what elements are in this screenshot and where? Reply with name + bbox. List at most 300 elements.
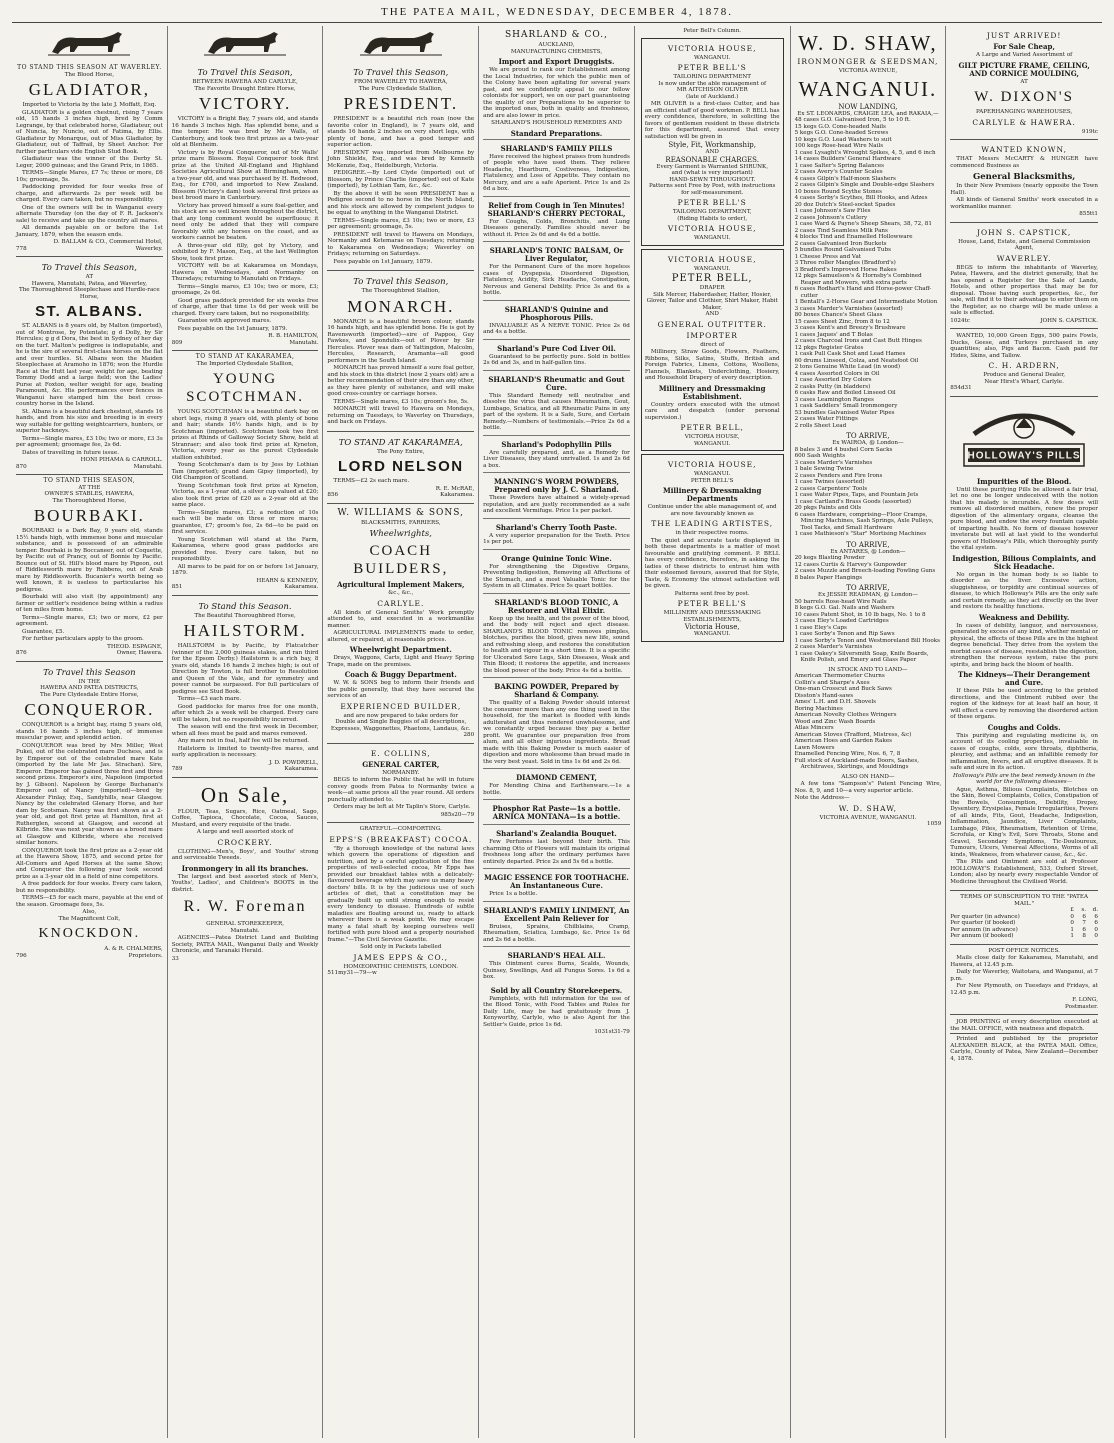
list-item: 2 cases Avery's Counter Scales bbox=[794, 169, 883, 175]
ad-footer bbox=[950, 318, 1098, 325]
ad-number: 1031st31-79 bbox=[594, 1029, 630, 1035]
horse-engraving-icon bbox=[356, 30, 446, 58]
ad-place: Waverley. bbox=[135, 245, 163, 252]
table-cell-label: Per quarter (in advance) bbox=[950, 913, 1020, 920]
lord-nelson-ad bbox=[327, 432, 474, 504]
list-item: 12 pkgs Register Grates bbox=[794, 344, 864, 351]
disease-list: Ague, Asthma, Bilious Complaints, Blotches on the Skin, Bowel Complaints, Colics, Constipation of the Bowels, Consumption, Debility, Dropsy, Dysentery, Erysipelas, Female Irregularities, Fevers of all kinds, Fits, Gout, Headache, Indigestion, Inflammation, Jaundice, Liver Complaints, Lumbago, Piles, Rheumatism, Retention of Urine, Scrofula, or King's Evil, Sore Throats, Stone and Gravel, Secondary Symptoms, Tic-Douloureux, Tumours, Ulcers, Venereal Affections, Worms of all kinds, Weakness, from whatever cause, &c., &c. bbox=[950, 786, 1098, 858]
ad-body: PRESIDENT is a beautiful rich roan (now the favorite color in England), is 7 years old, and stands 16 hands 2 inches on very short legs, with plenty of bone, and has a good temper and superior action. bbox=[327, 116, 475, 148]
list-item: 4 cases Sorby's Scythes, Bill Hooks, and Adzes bbox=[794, 195, 928, 201]
table-header: £ bbox=[1070, 907, 1074, 913]
list-item: 2 cases Carpenters' Tools bbox=[794, 485, 868, 492]
ad-body: Guarantee, £5. bbox=[22, 628, 65, 635]
ad-body: Gladiateur was the winner of the Derby St. Leger, 2000 guineas; and the Grand Prix, in 1865. bbox=[16, 156, 163, 169]
ad-body: A large and well assorted stock of bbox=[196, 829, 294, 835]
list-item: 14 cases Builders' General Hardware bbox=[794, 156, 901, 162]
list-item: 1 case Twines (assorted) bbox=[794, 479, 865, 485]
list-item bbox=[483, 196, 630, 242]
table-cell-amount: 1 bbox=[1070, 933, 1074, 939]
ad-subtitle: To Travel this Season bbox=[43, 667, 136, 678]
ad-body: The largest and best assorted stock of Men's, Youths', Ladies', and Children's BOOTS in the district. bbox=[171, 873, 319, 893]
ad-body: MONARCH has proved himself a sure foal getter, and his stock in this district (now 2 years old) are a better recommendation of their sire than any other, as they have plenty of substance, and will make good cross-country or carriage horses. bbox=[327, 365, 475, 397]
ad-number: 778 bbox=[16, 245, 27, 252]
owner-name: PETER BELL'S bbox=[677, 599, 747, 608]
ad-place: Near Hirst's Wharf, Carlyle. bbox=[984, 378, 1064, 385]
ad-number: 876 bbox=[16, 650, 27, 656]
section-heading: Coughs and Colds. bbox=[987, 722, 1061, 732]
owner-name: PETER BELL, bbox=[671, 273, 753, 284]
shipment-source: Ex JESSIE READMAN, @ London— bbox=[817, 592, 918, 598]
goods-list bbox=[795, 447, 942, 538]
list-item: 3 Three roller Mangles (Bradford's) bbox=[794, 260, 896, 266]
masthead: THE PATEA MAIL, WEDNESDAY, DECEMBER 4, 1878. bbox=[380, 6, 734, 18]
ad-body: PRESIDENT will travel to Hawera on Mondays, Normanby and Ketemarae on Tuesdays; returning to Kakaramea on Wednesdays; Waverley on Fridays; returning on Saturdays. bbox=[327, 231, 475, 257]
owner-role: DRAPER bbox=[699, 285, 725, 291]
ad-body: MR OLIVER is a first-class Cutter, and has an efficient staff of good workmen. P. BELL has every confidence, therefore, in soliciting the favors of gentlemen resident in these districts for this department, assured that every satisfaction will be given in bbox=[644, 101, 780, 140]
ad-at: AT bbox=[85, 274, 94, 280]
ad-body: Patterns sent free by post. bbox=[674, 590, 750, 597]
list-item: 12 pkgs Samuelson's & Hornsby's Combined Reaper and Mowers, with extra parts bbox=[794, 273, 922, 286]
holloway-ad bbox=[950, 397, 1098, 892]
ad-body: A free paddock for four weeks. Every care taken, but no responsibility. bbox=[16, 881, 163, 894]
ad-place: WAVERLEY. bbox=[996, 253, 1052, 263]
millinery-box bbox=[641, 454, 784, 642]
product-heading: SHARLAND'S FAMILY PILLS bbox=[500, 143, 613, 153]
list-item: 6 cases Hardware, comprising—Floor Cramps, Mincing Machines, Sash Springs, Axle Pulleys, Tool Tacks, and Small Hardware bbox=[794, 511, 934, 531]
ad-description: The Pony Entire, bbox=[377, 448, 425, 455]
ad-place: Proprietors. bbox=[128, 952, 163, 959]
product-heading: Relief from Cough in Ten Minutes! SHARLAND'S CHERRY PECTORAL, bbox=[487, 200, 626, 218]
list-item: 1 case Lysaght's Wrought Spikes, 4, 5, and 6 inch bbox=[794, 149, 936, 156]
ad-number: 854d31 bbox=[950, 385, 972, 391]
table-cell-amount: 6 bbox=[1082, 926, 1086, 933]
ad-body: Is now under the able management of bbox=[658, 80, 767, 87]
ad-body: BEGS to inform the inhabitants of Waverley, Patea, Hawera, and the district generally, that he has opened a Register for the Sale of Lands, Hotels, and other properties that may be for disposal. Those having such properties, &c., for sale, will find it to their advantage to enter them on the Register, as no charge will be made unless a sale is effected. bbox=[950, 264, 1098, 316]
ad-highlight: THE LEADING ARTISTES, bbox=[651, 519, 774, 528]
ad-place: NORMANBY. bbox=[382, 769, 420, 776]
list-item: 10 kegs G.O. Lead Washers to suit bbox=[794, 136, 892, 143]
owner-name: PETER BELL'S bbox=[677, 198, 747, 207]
ad-description: The Pure Clydesdale Entire Horse, bbox=[40, 691, 139, 698]
list-item bbox=[483, 518, 630, 549]
list-item: 10 cases Patent Shot, in 10 lb bags, No. 1 to 8 bbox=[794, 611, 926, 618]
list-item: 2 cases Gilpin's Single and Double-edge Slashers bbox=[794, 182, 935, 188]
sold-heading: Sold by all Country Storekeepers. bbox=[490, 985, 623, 995]
ad-terms: Terms—£3 each mare. bbox=[177, 696, 242, 702]
capstick-ad bbox=[950, 223, 1098, 330]
goods-list bbox=[795, 673, 942, 771]
list-item: 2 cases Charcoal Irons and Cast Butt Hinges bbox=[794, 338, 922, 344]
coach-department-heading: Coach & Buggy Department. bbox=[344, 670, 457, 679]
list-item: 20 doz Dutch's Steel-socket Spades bbox=[794, 201, 896, 208]
horse-name: CONQUEROR. bbox=[24, 700, 155, 719]
ad-body: PEDIGREE.—By Lord Clyde (imported) out of Blossom, by Prince Charlie (imported) out of Kate (imported), by Lothian Tam, &c., &c. bbox=[327, 170, 475, 189]
firm-name: C. H. ARDERN, bbox=[988, 361, 1060, 370]
product-description: These Powders have attained a widely-spread reputation, and are justly recommended as a safe and excellent Vermifuge. Price 1s per packet. bbox=[483, 495, 630, 514]
list-item: 80 boxes Chance's Sheet Glass bbox=[794, 312, 883, 318]
product-description: Have received the highest praises from hundreds of people who have used them. They relieve Headache, Heartburn, Costiveness, Indigestion, Flatulency, and Loss of Appetite. They contain no Mercury, and are a safe Aperient. Price 1s and 2s 6d a box. bbox=[483, 153, 630, 192]
ad-body: Hailstorm is limited to twenty-five mares, and early application is necessary. bbox=[171, 745, 319, 758]
ad-body: Mails close daily for Kakaramea, Manutahi, and Hawera, at 12.45 p.m. bbox=[950, 955, 1098, 968]
ad-body: (Riding Habits to order), bbox=[677, 215, 748, 222]
product-heading: DIAMOND CEMENT, bbox=[516, 773, 597, 782]
ad-body: MONARCH will travel to Hawera on Mondays, returning on Tuesdays, to Waverley on Thursdays, and back on Fridays. bbox=[327, 406, 475, 425]
product-heading: BAKING POWDER, Prepared by Sharland & Company. bbox=[494, 682, 619, 699]
ad-body: Patterns sent Free by Post, with instructions for self-measurement. bbox=[648, 183, 776, 196]
ad-terms: Terms—Single mares, £3 10s; two or more, £3 3s per agreement; groomage fee, 2s 6d. bbox=[16, 435, 163, 448]
newspaper-page bbox=[12, 26, 1102, 1438]
table-cell-amount: 0 bbox=[1094, 933, 1098, 939]
list-item: 4 blocks Tind and Enamelled Hollowware bbox=[794, 234, 913, 240]
firm-name: E. COLLINS, bbox=[370, 748, 431, 758]
ad-signature-role: Postmaster. bbox=[1065, 1003, 1098, 1010]
ad-body: No organ in the human body is so liable to disorder as the liver. Excessive action, sluggishness, or torpidity are continual sources of disease, to which Holloway's Pills are the only safe and certain remedy, as they act directly on the liver and restore its healthy functions. bbox=[950, 571, 1098, 610]
horse-engraving-icon bbox=[200, 30, 290, 58]
ad-place: Kakaramea. bbox=[440, 492, 475, 498]
ad-subtitle: To Travel this Season, bbox=[353, 277, 449, 287]
ad-body: BOURBAKI is a Dark Bay, 9 years old, stands 15½ hands high, with immense bone and muscular substance, and is possessed of an admirable temper. Bourbaki is by Boccaneer, out of Coquette, by Pacific out of Prancy, out of Bonnie by Pacific. Bounce out of St. Hill's blood mare by Pigeon, out of Riddlesworth mare by Rubbens, out of Arab mare by Riddlesworth. Bucanier's worth being so well known, it is useless to particularise his pedigree. bbox=[16, 528, 163, 593]
ad-body: Expresses, Waggonettes, Phaetons, Landaus, &c. bbox=[330, 725, 471, 732]
ad-footer bbox=[172, 584, 319, 591]
ad-description: The Thoroughbred Horse, bbox=[52, 497, 127, 504]
list-item bbox=[483, 799, 630, 824]
ad-body: FLOUR, Teas, Sugars, Rice, Oatmeal, Sago, Coffee, Tapioca, Chocolate, Cocoa, Sauces, Mustard, and every requisite of the trade. bbox=[171, 808, 319, 828]
williams-ad bbox=[327, 504, 474, 744]
ad-description: The Pure Clydesdale Stallion, bbox=[358, 85, 443, 92]
list-item: 4 cases Assorted Colors in Oil bbox=[794, 370, 880, 377]
ad-body: Double and Single Buggies of all descriptions, bbox=[335, 719, 467, 725]
ad-body: GLADIATOR is a golden chestnut, rising 7 years old, 15 hands 3 inches high, bred by Comm Legrange, by that celebrated horse, Gladiateur, out of Nuncia, by Nuncio, out of Fatima, by Ellis. Gladiateur by Monarque, out of Miss Gladiator, by Gladiateur, out of Taffrail, by Sheet Anchor. For further particulars vide English Stud Book. bbox=[16, 109, 163, 155]
ad-body: Country orders executed with the utmost care and despatch (under personal supervision.) bbox=[644, 401, 780, 421]
product-heading: Sharland's Cherry Tooth Paste. bbox=[495, 522, 618, 532]
ad-body: AGRICULTURAL IMPLEMENTS made to order, altered, or repaired, at reasonable prices. bbox=[327, 630, 475, 643]
ad-body: All kinds of General Smiths' work executed in a workmanlike manner. bbox=[950, 197, 1098, 210]
list-item: 8 bales Paper Hangings bbox=[794, 574, 862, 581]
list-item: 3 cases Eley's Loaded Cartridges bbox=[794, 618, 889, 624]
ad-signature: HONI PIHAMA & CARROLL. bbox=[80, 457, 163, 463]
ad-place: WANGANUI. bbox=[693, 471, 731, 477]
house-name: VICTORIA HOUSE, bbox=[667, 43, 757, 53]
list-item bbox=[483, 593, 630, 678]
ad-highlight: GENERAL OUTFITTER. bbox=[657, 319, 767, 329]
ad-number: 856 bbox=[327, 492, 339, 498]
ad-signature: THEOD. ESPAGNE, bbox=[107, 643, 163, 650]
product-heading: MAGIC ESSENCE FOR TOOTHACHE. An Instantaneous Cure. bbox=[484, 873, 629, 890]
house-name: VICTORIA HOUSE, bbox=[667, 224, 757, 233]
list-item: Enamelled Fencing Wire, Nos. 6, 7, 8 bbox=[794, 751, 901, 757]
ad-body: Pamphlets, with full information for the use of the Blood Tonic, with Food Tables and Rules for Daily Life, may be had gratuitously from J. Kenyworthy, Carlyle, who is also Agent for the Settler's Guide, price 1s 6d. bbox=[483, 995, 630, 1028]
owner-name: PETER BELL'S bbox=[690, 477, 734, 484]
ad-body: Millinery, Straw Goods, Flowers, Feathers, Ribbons, Silks, Satins, Stuffs, British and Foreign Fabrics, Linens, Cottons, Woollens, Flannels, Blankets, Underclothing, Hosiery, and Household Drapery of every description. bbox=[644, 349, 780, 381]
sharland-ad bbox=[483, 26, 630, 1040]
ad-body: Victory is by Royal Conqueror, out of Mr Walls' prize mare Blossom. Royal Conqueror took first prize at the United All-England and Highland Societies Agricultural Show at Birmingham, when a two-year old, and was purchased by H. Redwood, Esq., for £700, and imported to New Zealand. Blossom (Victory's dam) took several first prizes as best brood mare in Canterbury. bbox=[171, 149, 319, 201]
list-item bbox=[483, 370, 630, 435]
ad-footer bbox=[172, 340, 319, 347]
terms-rows bbox=[950, 914, 1098, 940]
ad-description: The Beautiful Thoroughbred Horse, bbox=[194, 612, 296, 619]
ad-body: AGENCIES—Patea District Land and Building Society, PATEA MAIL, Wanganui Daily and Weekly Chronicle, and Taranaki Herald. bbox=[171, 935, 319, 954]
firm-trade: MANUFACTURING CHEMISTS, bbox=[510, 48, 603, 55]
ad-body: By the above it will be seen PRESIDENT has a Pedigree second to no horse in the North Island, and his stock are allowed by competent judges to be equal to anything in the Wanganui District. bbox=[327, 190, 475, 216]
list-item bbox=[483, 435, 630, 473]
list-item: 1 case Johnson's Saw Files bbox=[794, 208, 871, 214]
list-item: American Novelty Clothes Wringers bbox=[794, 712, 897, 718]
ad-body: "By a thorough knowledge of the natural laws which govern the operations of digestion and nutrition, and by a careful application of the fine properties of well-selected cocoa, Mr Epps has provided our breakfast tables with a delicately-flavoured beverage which may save us many heavy doctors' bills. It is by the judicious use of such articles of diet, that a constitution may be gradually built up until strong enough to resist every tendency to disease. Hundreds of subtle maladies are floating around us, ready to attack wherever there is a weak point. We may escape many a fatal shaft by keeping ourselves well fortified with pure blood and a properly nourished frame."—The Civil Service Gazette. bbox=[327, 845, 475, 943]
product-heading: SHARLAND'S TONIC BALSAM, Or Liver Regulator, bbox=[489, 246, 624, 263]
horse-engraving-icon bbox=[44, 30, 134, 58]
section-heading: The Kidneys—Their Derangement and Cure. bbox=[957, 670, 1091, 687]
firm-trade: PAPERHANGING WAREHOUSES, bbox=[975, 109, 1073, 115]
product-list bbox=[483, 139, 630, 984]
draper-box bbox=[641, 249, 784, 452]
list-item: 3 cases Kent's and Breezy's Brushware bbox=[794, 325, 906, 331]
ad-highlight: IMPORTER bbox=[686, 330, 738, 340]
list-item: Collin's and Sharpe's Axes bbox=[794, 679, 870, 686]
product-description: For Mending China and Earthenware.—1s a bottle. bbox=[483, 783, 630, 796]
table-cell-amount: 0 bbox=[1070, 913, 1074, 920]
list-item: 3 Bradford's Improved Horse Rakes bbox=[794, 266, 897, 273]
list-item: 1 case Salter's Spring Balances bbox=[794, 162, 885, 169]
ad-number: 855tt1 bbox=[1079, 211, 1098, 217]
ad-subtitle: Standard Preparations. bbox=[510, 128, 603, 138]
ad-at: AT bbox=[1020, 78, 1028, 85]
ad-subtitle: To Travel this Season, bbox=[353, 68, 449, 78]
list-item: 3 cases Leamington Ranges bbox=[794, 396, 874, 403]
gladiator-ad bbox=[16, 62, 163, 257]
product-description: The quality of a Baking Powder should interest the consumer more than any one thing used in the household, for the market is flooded with kinds adulterated and thus rendered unwholesome, and we constantly urged because they pay a better profit. We guarantee our preparation free from alum, and all other injurious ingredients. Bread made with this Baking Powder is much easier of digestion and more wholesome than bread made in the very best yeast. Sold in tins 1s 6d and 2s 6d. bbox=[483, 700, 630, 765]
ad-body: A few tons "Sampson's" Patent Fencing Wire, Nos. 8, 9, and 10—a very superior article. bbox=[794, 781, 942, 794]
ad-description: The Imported Clydesdale Stallion, bbox=[196, 360, 294, 367]
ad-place: Manutahi. bbox=[133, 463, 163, 470]
ad-body: Young Scotchman will stand at the Farm, Kakaramea, where good grass paddocks are provided free. Every care taken, but no responsibility. bbox=[171, 536, 319, 562]
list-item: 50 barrels Rose-head Wire Nails bbox=[794, 598, 887, 605]
ad-body: All mares to be paid for on or before 1st January, 1879. bbox=[171, 563, 319, 576]
list-item: 53 bundles Galvanised Water Pipes bbox=[794, 409, 895, 416]
ad-description: The Favorite Draught Entire Horse, bbox=[194, 85, 296, 92]
horse-name: PRESIDENT. bbox=[343, 94, 459, 113]
house-name: VICTORIA HOUSE, bbox=[667, 254, 757, 264]
ad-footer bbox=[327, 492, 474, 499]
table-header: d. bbox=[1092, 907, 1098, 913]
ad-body: W. W. & SONS beg to inform their friends and the public generally, that they have secured the services of an bbox=[327, 680, 475, 699]
storekeeper-name: R. W. Foreman bbox=[183, 898, 307, 915]
ad-signature: F. LONG, bbox=[1072, 997, 1098, 1003]
firm-name: W. D. SHAW, bbox=[838, 803, 898, 813]
ad-terms: Terms—Single mares, £3 10s; two or more, £3; groomage, 2s 6d. bbox=[171, 283, 319, 296]
ad-number: 985s20—79 bbox=[440, 811, 475, 818]
young-scotchman-ad bbox=[172, 351, 319, 596]
ad-footer bbox=[16, 650, 163, 657]
product-description: For Coughs, Colds, Bronchitis, and Lung Diseases generally. Families should never be without it. Price 2s 6d and 4s 6d a bottle. bbox=[483, 218, 630, 238]
ad-number: 851 bbox=[171, 584, 183, 590]
ad-footer bbox=[16, 464, 163, 471]
product-description: Are carefully prepared, and, as a Remedy for Liver Diseases, they stand unrivalled. 1s and 2s 6d a box. bbox=[483, 449, 630, 469]
ad-place: Manutahi. bbox=[230, 927, 260, 934]
owner-name: PETER BELL, bbox=[680, 423, 744, 432]
ad-body: Dates of travelling in future issue. bbox=[22, 449, 119, 456]
firm-trade: House, Land, Estate, and General Commission Agent, bbox=[958, 238, 1091, 251]
shipment-source: Ex ANTARES, @ London— bbox=[830, 548, 906, 555]
list-item: 1 case Cartland's Brass Goods (assorted) bbox=[794, 498, 912, 505]
ad-body: If these Pills be used according to the printed directions, and the Ointment rubbed over the region of the kidneys for at least half an hour, it will effect a cure by removing the disordered action of these organs. bbox=[950, 688, 1098, 720]
product-description: Few Perfumes last beyond their birth. This charming Otto of Flowers will maintain its original freshness long after the ordinary perfumes have entirely departed. Price 2s and 5s 6d a bottle. bbox=[483, 839, 630, 865]
ad-body: Guarantee with approved mares. bbox=[177, 318, 272, 324]
ad-number: 1059 bbox=[927, 821, 942, 827]
ad-subtitle: ALSO ON HAND— bbox=[841, 773, 895, 780]
ad-at: AT THE bbox=[78, 484, 101, 491]
firm-name: W. WILLIAMS & SONS, bbox=[337, 507, 464, 518]
table-cell-amount: 8 bbox=[1082, 933, 1086, 939]
ad-body: For New Plymouth, on Tuesdays and Fridays, at 12.45 p.m. bbox=[950, 983, 1098, 996]
holloway-banner: HOLLOWAY'S PILLS bbox=[967, 450, 1081, 461]
ad-and: AND bbox=[705, 311, 719, 317]
firm-trade: IRONMONGER & SEEDSMAN, bbox=[797, 57, 939, 66]
ad-subtitle: For Sale Cheap, bbox=[993, 42, 1055, 51]
department: MILLINERY AND DRESSMAKING ESTABLISHMENTS, bbox=[663, 610, 761, 623]
tailoring-box bbox=[641, 38, 784, 246]
ad-signature: HEARN & KENNEDY, bbox=[256, 577, 319, 584]
ad-subtitle: IN STOCK AND TO LAND— bbox=[828, 666, 908, 673]
ad-body: In their New Premises (nearly opposite the Town Hall). bbox=[950, 183, 1098, 196]
ad-terms: TERMS—£2 2s each mare. bbox=[333, 478, 410, 484]
list-item: 1 case Sorby's Tenon and Westmoreland Bill Hooks bbox=[794, 637, 940, 644]
terms-title: TERMS OF SUBSCRIPTION TO THE "PATEA MAIL." bbox=[960, 894, 1088, 907]
product-description: For strengthening the Digestive Organs, Preventing Indigestion, Removing all Affections of the Stomach, and a most Valuable Tonic for the System in all Climates. Price 5s quart bottles. bbox=[483, 563, 630, 589]
ad-body: A three-year old filly, got by Victory, and exhibited by F. Mason, Esq., at the last Wellington Show, took first prize. bbox=[171, 242, 319, 262]
column-title: Peter Bell's Column. bbox=[683, 28, 742, 34]
monarch-ad bbox=[327, 271, 474, 432]
column-3 bbox=[323, 26, 479, 1438]
firm-name: JOHN S. CAPSTICK, bbox=[976, 227, 1072, 237]
list-item bbox=[483, 300, 630, 339]
wheelwright-heading: Wheelwright Department. bbox=[349, 645, 452, 654]
ad-body: CONQUEROR took the first prize as a 2-year old at the Hawera Show, 1875, and second prize for All-Comers and Aged Horses at the same Show; and Conqueror the following year took second prize as a 3-year old in a field of nine competitors. bbox=[16, 847, 163, 880]
shipment-source: Ex WAIROA, @ London— bbox=[832, 440, 904, 446]
ad-subtitle: TO ARRIVE, bbox=[846, 540, 890, 549]
horse-name: LORD NELSON bbox=[337, 458, 464, 475]
list-item: American Thermometer Churns bbox=[794, 673, 885, 679]
ad-number: 33 bbox=[171, 955, 179, 962]
product-description: A very superior preparation for the Teeth. Price 1s per pot. bbox=[483, 532, 630, 545]
list-item: Boring Machines bbox=[794, 705, 843, 712]
list-item: 1 case Ward & Payne's Sheep Shears, 38, 72, 81 bbox=[794, 221, 932, 227]
ad-number: 809 bbox=[171, 339, 183, 346]
list-item: 8 bales 3 and 4 bushel Corn Sacks bbox=[794, 446, 893, 453]
list-item bbox=[483, 549, 630, 593]
ad-body: CLOTHING—Men's, Boys', and Youths' strong and serviceable Tweeds. bbox=[171, 848, 319, 861]
table-cell-amount: 6 bbox=[1094, 920, 1098, 926]
table-cell-amount: 0 bbox=[1070, 920, 1074, 926]
ad-body: BEGS to inform the Public that he will in future convey goods from Patea to Normanby twice a week—at same prices all the year round. All orders punctually attended to. bbox=[327, 777, 475, 803]
ad-intro: TO STAND AT KAKARAMEA, bbox=[338, 437, 463, 448]
column-4 bbox=[479, 26, 635, 1438]
list-item: 2 cases Water Fittings bbox=[794, 416, 858, 422]
ad-body: THAT Messrs McCARTY & HUNGER have commenced Business as bbox=[950, 156, 1098, 169]
ad-also: Also, bbox=[82, 909, 97, 915]
table-cell-label: Per quarter (if booked) bbox=[950, 920, 1016, 926]
list-item: 15 kegs G.O. Cone-headed Nails bbox=[794, 123, 886, 130]
collins-ad bbox=[327, 744, 474, 824]
list-item: 2 rolls Sheet Lead bbox=[794, 422, 847, 429]
victory-ad bbox=[172, 62, 319, 351]
firm-trade: Wheelwrights, bbox=[369, 529, 432, 539]
ad-at: IN THE bbox=[78, 678, 101, 685]
table-cell-label: Per annum (in advance) bbox=[950, 926, 1018, 933]
horse-name: ST. ALBANS. bbox=[35, 303, 144, 320]
ad-subtitle: SHARLAND'S HOUSEHOLD REMEDIES AND bbox=[491, 120, 622, 126]
manager-name: MR AITCHISON OLIVER bbox=[676, 87, 748, 93]
list-item: 15 cases Sheet Zinc, from 8 to 12 bbox=[794, 318, 890, 325]
list-item: American Hoes and Garden Rakes bbox=[794, 738, 893, 744]
list-item: 1 case Sorby's Tenon and Rip Saws bbox=[794, 631, 895, 637]
ad-colt: The Magnificent Colt, bbox=[58, 915, 121, 922]
product-heading: Phosphor Rat Paste—1s a bottle. ARNICA MONTANA—1s a bottle. bbox=[492, 804, 621, 821]
department: TAILORING DEPARTMENT, bbox=[672, 209, 752, 215]
horse-name: BOURBAKI. bbox=[33, 506, 145, 525]
product-description: This Ointment cures Burns, Scalds, Wounds, Quinsey, Swellings, And all Fungus Sores. 1s 6d a box. bbox=[483, 961, 630, 980]
column-7 bbox=[946, 26, 1102, 1438]
ad-body: VICTORY will be at Kakaramea on Mondays, Hawera on Wednesdays, and Normanby on Thursdays; returning to Manutahi on Fridays. bbox=[171, 263, 319, 282]
ad-body: Sold only in Packets labelled bbox=[360, 944, 442, 950]
ad-places: FROM WAVERLEY TO HAWERA, bbox=[353, 79, 448, 85]
ad-number: 919tc bbox=[1081, 128, 1098, 135]
list-item: Disston's Hand-saws bbox=[794, 692, 854, 699]
conqueror-ad bbox=[16, 662, 163, 964]
firm-trade: Import and Export Druggists. bbox=[498, 57, 615, 66]
ad-body: Fees payable on the 1st January, 1879. bbox=[177, 325, 288, 332]
foreman-ad bbox=[172, 778, 319, 967]
list-item bbox=[483, 472, 630, 518]
owner-name: PETER BELL'S bbox=[677, 63, 747, 72]
ad-body: In cases of debility, languor, and nervousness, generated by excess of any kind, whether mental or physical, the effects of these Pills are in the highest degree beneficial. They drive from the system the morbid causes of disease, reestablish the digestion, strengthen the nervous system, raise the pure spirits, and bring back the bloom of health. bbox=[950, 622, 1098, 668]
ad-terms: TERMS—Single mares, £3 10s; groom's fee, 5s. bbox=[333, 398, 469, 405]
list-item: 3 cases Marder's Varnishes (assorted) bbox=[794, 305, 903, 312]
list-item: 1 case Water Pipes, Taps, and Fountain Jets bbox=[794, 492, 919, 498]
ad-body: Young Scotchman took first prize at Kyneton, Victoria, as a 1-year old, a silver cup valued at £20; also took first prize of £20 as a 2-year old at the same place. bbox=[171, 482, 319, 508]
ad-signature: R. B. HAMILTON, bbox=[268, 333, 319, 339]
ad-body: (late of Auckland.) bbox=[686, 93, 739, 100]
horse-name: YOUNG SCOTCHMAN. bbox=[186, 371, 305, 405]
firm-etc: &c., &c., bbox=[388, 590, 414, 596]
ad-number: 870 bbox=[16, 463, 27, 470]
colt-name: KNOCKDON. bbox=[38, 926, 141, 941]
list-item bbox=[483, 824, 630, 868]
imprint: Printed and published by the proprietor ALEXANDER BLACK, at the PATEA MAIL Office, Carlyle, County of Patea, New Zealand—December 4, 1878. bbox=[950, 1033, 1098, 1062]
ad-body: in their respective rooms. bbox=[675, 530, 749, 536]
ad-places: BETWEEN HAWERA AND CARLYLE, bbox=[192, 79, 298, 85]
masthead-rule bbox=[12, 22, 1102, 23]
ad-body: PRESIDENT was imported from Melbourne by John Shields, Esq., and was bred by Kenneth McKenzie, Esq., Heidelburgh, Victoria. bbox=[327, 149, 475, 169]
ad-body: The quiet and accurate taste displayed in both these departments is a matter of most favourable and gratifying comment. P. BELL has every confidence, therefore, in asking the ladies of these districts to entrust him with their esteemed favours, assured that for Style, Taste, & Economy the utmost satisfaction will be given. bbox=[644, 537, 780, 589]
ad-signature: D. BALLAM & CO., Commercial Hotel, bbox=[53, 239, 163, 245]
ad-footer bbox=[172, 766, 319, 773]
list-item: Wood and Zinc Wash Boards bbox=[794, 718, 876, 725]
table-cell-amount: 0 bbox=[1094, 926, 1098, 933]
firm-name: W. DIXON'S bbox=[974, 89, 1074, 105]
ad-footer bbox=[16, 953, 163, 960]
ad-body: Continue under the able management of, and are now favourably known as bbox=[647, 504, 777, 517]
coach-builders-heading: COACH BUILDERS, bbox=[353, 543, 449, 577]
ad-body: Good grass paddock provided for six weeks free of charge, after that time 1s 6d per week will be charged. Every care taken, but no responsibility. bbox=[171, 297, 319, 317]
house-name: VICTORIA HOUSE, bbox=[684, 434, 740, 440]
ad-description: The Thoroughbred Stallion, bbox=[361, 288, 440, 294]
ad-place: Manutahi. bbox=[289, 339, 319, 346]
section-heading: Indigestion, Bilious Complaints, and Sick Headache. bbox=[952, 553, 1097, 571]
ad-place: WANGANUI. bbox=[693, 440, 731, 447]
ad-body: VICTORY is a Bright Bay, 7 years old, and stands 16 hands 3 inches high. Has splendid bone, and a fine temper. He was bred by Mr Walls, of Canterbury, and took two first prizes as a two-year old at Blenheim. bbox=[171, 116, 319, 148]
goods-list bbox=[795, 117, 942, 429]
subscription-terms bbox=[950, 891, 1098, 945]
